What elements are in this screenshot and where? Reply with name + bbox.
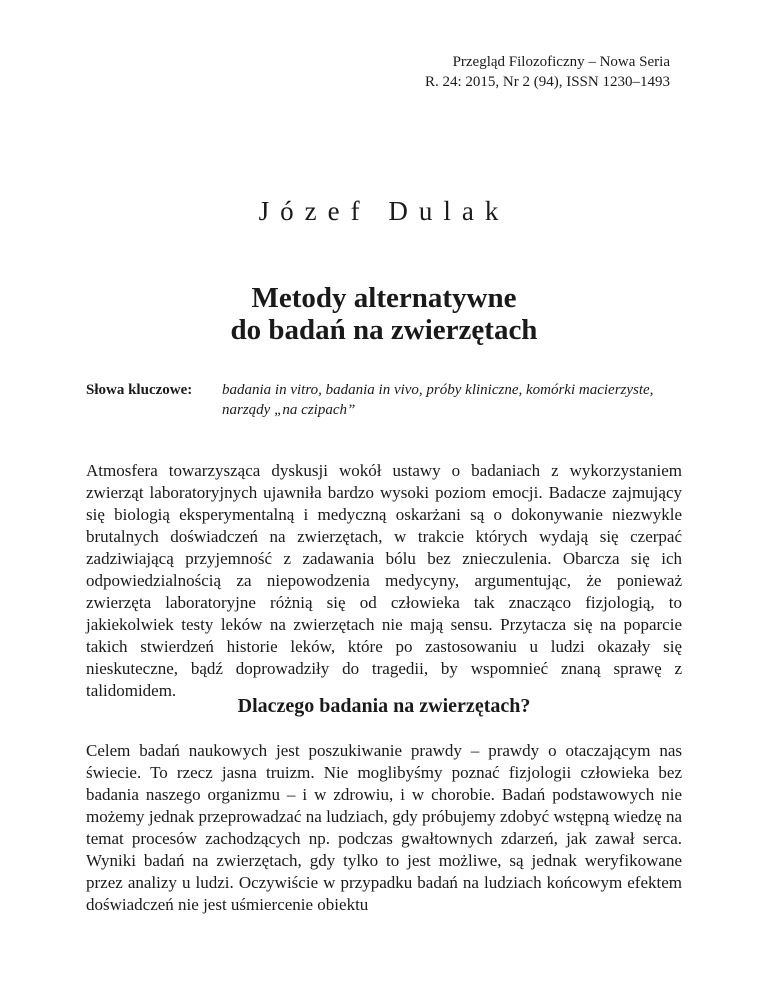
journal-name: Przegląd Filozoficzny – Nowa Seria	[452, 54, 670, 70]
title-line-1: Metody alternatywne	[251, 282, 517, 314]
title-line-2: do badań na zwierzętach	[230, 314, 538, 346]
journal-header	[425, 52, 670, 92]
keywords-label: Słowa kluczowe:	[86, 382, 193, 398]
section-heading: Dlaczego badania na zwierzętach?	[237, 695, 531, 717]
author-name: Józef Dulak	[258, 196, 510, 226]
paragraph-intro: Atmosfera towarzysząca dyskusji wokół ustawy o badaniach z wykorzystaniem zwierząt laboratoryjnych ujawniła bardzo wysoki poziom emocji. Badacze zajmujący się biologią eksperymentalną i medyczną oskarżani są o dokonywanie niezwykle brutalnych doświadczeń na zwierzętach, w trakcie których wydają się czerpać zadziwiającą przyjemność z zadawania bólu bez znieczulenia. Obarcza się ich odpowiedzialnością za niepowodzenia medycyny, argumentując, że ponieważ zwierzęta laboratoryjne różnią się od człowieka tak znacząco fizjologią, to jakiekolwiek testy leków na zwierzętach nie mają sensu. Przytacza się na poparcie takich stwierdzeń historie leków, które po zastosowaniu u ludzi okazały się nieskuteczne, bądź doprowadziły do tragedii, by wspomnieć znaną sprawę z talidomidem.	[86, 461, 682, 700]
article-title	[0, 282, 768, 346]
journal-issue: R. 24: 2015, Nr 2 (94), ISSN 1230–1493	[424, 74, 670, 90]
keywords-text: badania in vitro, badania in vivo, próby kliniczne, komórki macierzyste, narządy „na czipach”	[222, 382, 654, 418]
paragraph-section-1: Celem badań naukowych jest poszukiwanie prawdy – prawdy o otaczającym nas świecie. To rzecz jasna truizm. Nie moglibyśmy poznać fizjologii człowieka bez badania naszego organizmu – i w zdrowiu, i w chorobie. Badań podstawowych nie możemy jednak przeprowadzać na ludziach, gdy próbujemy zdobyć wstępną wiedzę na temat procesów zachodzących np. podczas gwałtownych zdarzeń, jak zawał serca. Wyniki badań na zwierzętach, gdy tylko to jest możliwe, są jednak weryfikowane przez analizy u ludzi. Oczywiście w przypadku badań na ludziach końcowym efektem doświadczeń nie jest uśmiercenie obiektu	[86, 741, 682, 914]
